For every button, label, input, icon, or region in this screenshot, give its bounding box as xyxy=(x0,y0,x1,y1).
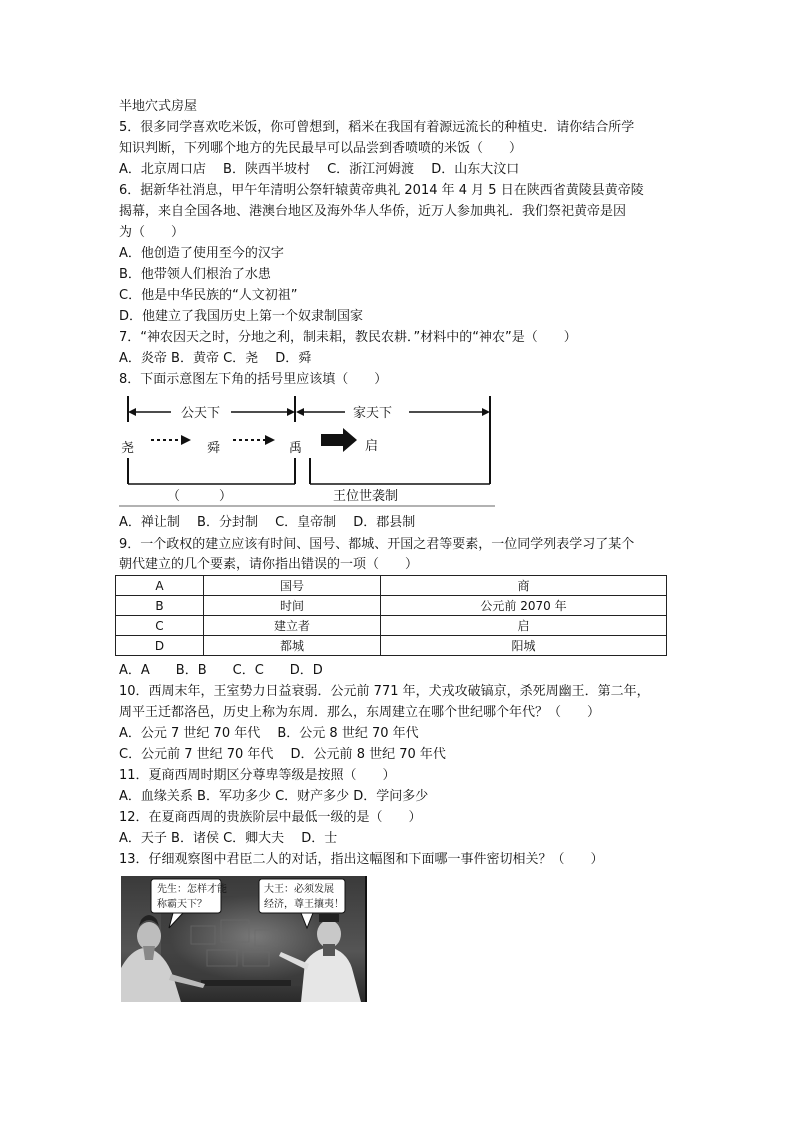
table-cell: 商 xyxy=(381,576,667,596)
q5-options: A．北京周口店 B．陕西半坡村 C．浙江河姆渡 D．山东大汶口 xyxy=(119,162,520,177)
q13-stem: 13．仔细观察图中君臣二人的对话，指出这幅图和下面哪一事件密切相关？（ ） xyxy=(119,852,604,867)
bold-arrow-icon xyxy=(321,428,357,452)
table-cell: C xyxy=(116,616,204,636)
ruler-minister-illustration xyxy=(121,876,367,1002)
table-cell: 国号 xyxy=(204,576,381,596)
q9-stem-line1: 9．一个政权的建立应该有时间、国号、都城、开国之君等要素，一位同学列表学习了某个 xyxy=(119,537,635,552)
table-cell: 阳城 xyxy=(381,636,667,656)
q12-stem: 12．在夏商西周的贵族阶层中最低一级的是（ ） xyxy=(119,810,422,825)
q9-options: A．A B．B C．C D．D xyxy=(119,663,323,678)
table-cell: B xyxy=(116,596,204,616)
q10-options-row1: A．公元 7 世纪 70 年代 B．公元 8 世纪 70 年代 xyxy=(119,726,419,741)
arrow-icon xyxy=(265,435,275,445)
q12-options: A．天子 B．诸侯 C．卿大夫 D．士 xyxy=(119,831,338,846)
table-cell: 都城 xyxy=(204,636,381,656)
label-wangwei: 王位世袭制 xyxy=(333,489,399,504)
bubble-left-line1: 先生：怎样才能 xyxy=(157,884,227,895)
succession-diagram xyxy=(119,392,495,510)
bubble-left-line2: 称霸天下？ xyxy=(157,899,207,910)
table-cell: 启 xyxy=(381,616,667,636)
q6-option-d: D．他建立了我国历史上第一个奴隶制国家 xyxy=(119,309,364,324)
table-cell: 公元前 2070 年 xyxy=(381,596,667,616)
bubble-right-line1: 大王：必须发展 xyxy=(264,884,334,895)
q7-stem: 7．“神农因天之时，分地之利，制耒耜，教民农耕．”材料中的“神农”是（ ） xyxy=(119,330,577,345)
q5-stem-line2: 知识判断，下列哪个地方的先民最早可以品尝到香喷喷的米饭（ ） xyxy=(119,141,523,156)
q10-stem-line1: 10．西周末年，王室势力日益衰弱．公元前 771 年，犬戎攻破镐京，杀死周幽王．第二年， xyxy=(119,684,650,699)
ruler-yu: 禹 xyxy=(289,441,303,456)
q11-stem: 11．夏商西周时期区分尊卑等级是按照（ ） xyxy=(119,768,396,783)
bubble-right-line2: 经济，尊王攘夷！ xyxy=(264,899,344,910)
q6-option-a: A．他创造了使用至今的汉字 xyxy=(119,246,284,261)
table-row xyxy=(116,636,667,656)
table-row xyxy=(116,616,667,636)
blank-bracket: （ ） xyxy=(167,489,233,504)
label-gongtianxia: 公天下 xyxy=(181,406,221,421)
table-cell: D xyxy=(116,636,204,656)
table-row xyxy=(116,596,667,616)
ruler-shun: 舜 xyxy=(207,441,221,456)
q6-option-b: B．他带领人们根治了水患 xyxy=(119,267,271,282)
dynasty-table xyxy=(115,575,667,656)
line-house-type: 半地穴式房屋 xyxy=(119,99,198,114)
q10-stem-line2: 周平王迁都洛邑，历史上称为东周．那么，东周建立在哪个世纪哪个年代？（ ） xyxy=(119,705,601,720)
table-row xyxy=(116,576,667,596)
q10-options-row2: C．公元前 7 世纪 70 年代 D．公元前 8 世纪 70 年代 xyxy=(119,747,446,762)
q6-stem-line3: 为（ ） xyxy=(119,225,185,240)
table-cell: A xyxy=(116,576,204,596)
q6-option-c: C．他是中华民族的“人文初祖” xyxy=(119,288,298,303)
q7-options: A．炎帝 B．黄帝 C．尧 D．舜 xyxy=(119,351,312,366)
arrow-icon xyxy=(181,435,191,445)
label-jiatianxia: 家天下 xyxy=(353,406,393,421)
q5-stem-line1: 5．很多同学喜欢吃米饭，你可曾想到，稻米在我国有着源远流长的种植史．请你结合所学 xyxy=(119,120,635,135)
table-cell: 建立者 xyxy=(204,616,381,636)
ruler-qi: 启 xyxy=(365,439,379,454)
table-cell: 时间 xyxy=(204,596,381,616)
q8-stem: 8．下面示意图左下角的括号里应该填（ ） xyxy=(119,372,388,387)
q6-stem-line1: 6．据新华社消息，甲午年清明公祭轩辕黄帝典礼 2014 年 4 月 5 日在陕西省黄陵县黄帝陵 xyxy=(119,183,644,198)
ruler-yao: 尧 xyxy=(121,441,135,456)
q9-stem-line2: 朝代建立的几个要素，请你指出错误的一项（ ） xyxy=(119,557,419,572)
q6-stem-line2: 揭幕，来自全国各地、港澳台地区及海外华人华侨，近万人参加典礼．我们祭祀黄帝是因 xyxy=(119,204,627,219)
q8-options: A．禅让制 B．分封制 C．皇帝制 D．郡县制 xyxy=(119,515,416,530)
q11-options: A．血缘关系 B．军功多少 C．财产多少 D．学问多少 xyxy=(119,789,429,804)
